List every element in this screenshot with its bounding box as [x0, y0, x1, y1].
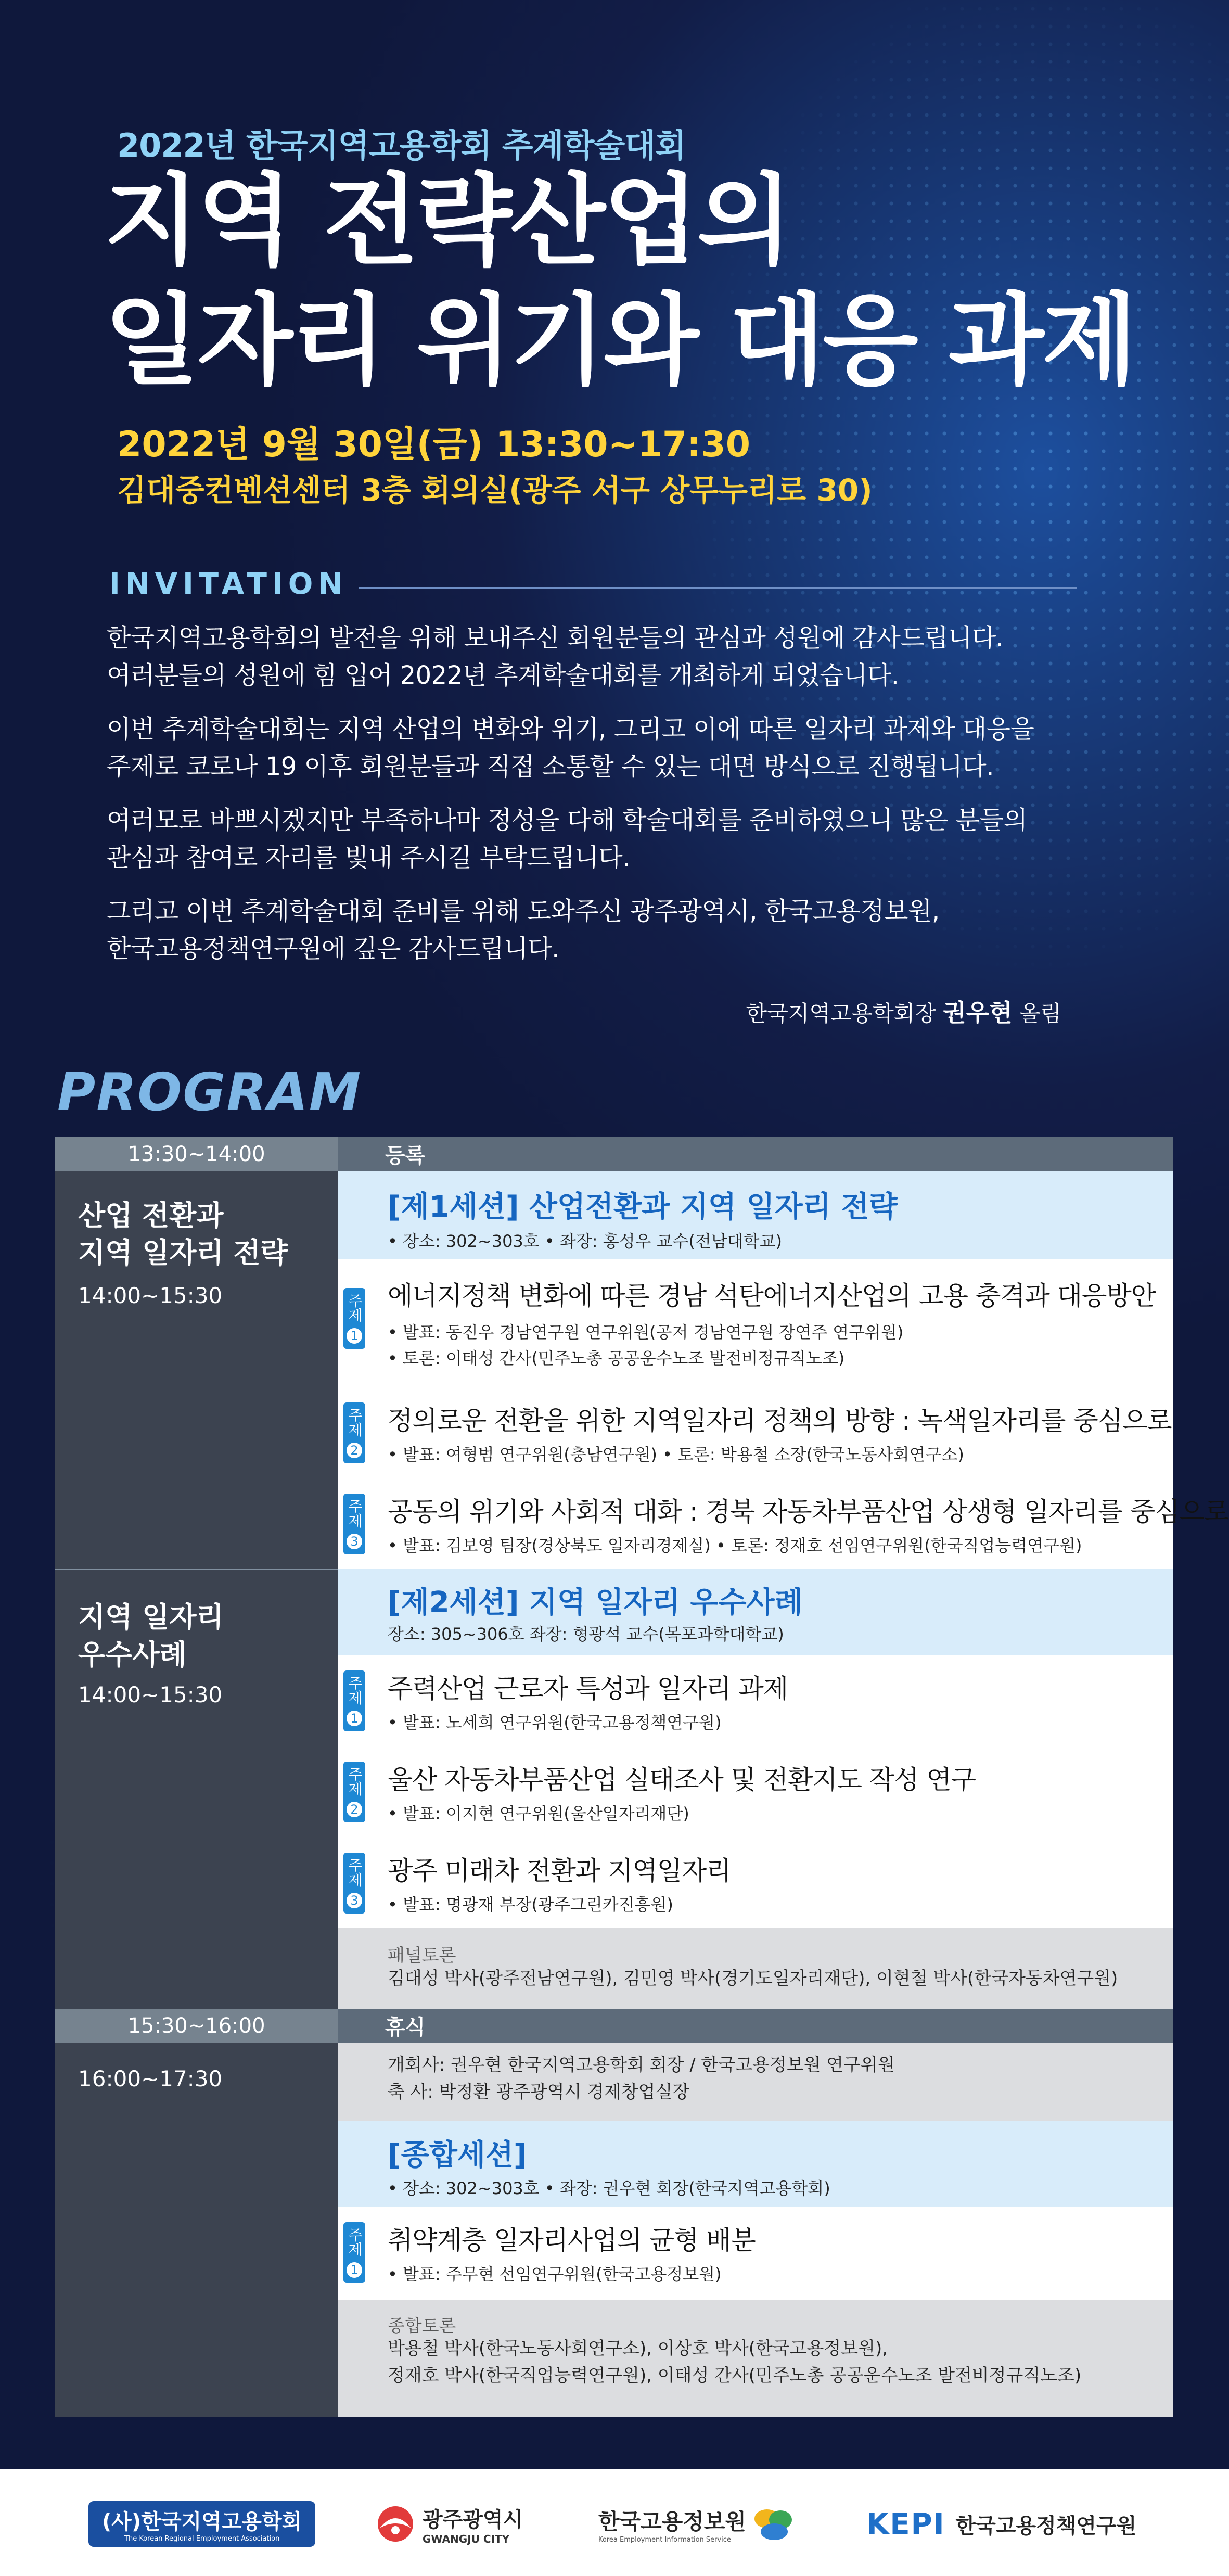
badge-number: 1 — [347, 2262, 362, 2278]
event-title-line2: 일자리 위기와 대응 과제 — [104, 283, 1135, 398]
topic-title: 정의로운 전환을 위한 지역일자리 정책의 방향 : 녹색일자리를 중심으로 — [388, 1406, 1172, 1436]
gwangju-emblem-icon — [375, 2503, 416, 2545]
topic-speakers: • 발표: 여형범 연구위원(충남연구원) • 토론: 박용철 소장(한국노동사회연구소) — [388, 1445, 964, 1464]
krea-logo-box — [88, 2501, 315, 2547]
badge-label: 주제 — [346, 1767, 363, 1796]
event-subtitle: 2022년 한국지역고용학회 추계학술대회 — [117, 126, 686, 164]
session2-info: 장소: 305~306호 좌장: 형광석 교수(목포과학대학교) — [388, 1624, 784, 1644]
session1-title: [제1세션] 산업전환과 지역 일자리 전략 — [388, 1190, 898, 1224]
kepi-logo-text: 한국고용정책연구원 — [955, 2514, 1137, 2538]
keis-logo — [598, 2501, 797, 2547]
break-time: 15:30~16:00 — [55, 2009, 338, 2043]
topic-badge — [343, 1288, 365, 1349]
topic-presenter: • 발표: 노세희 연구위원(한국고용정책연구원) — [388, 1713, 722, 1732]
badge-number: 1 — [347, 1328, 362, 1344]
block2-title — [78, 1599, 224, 1674]
topic-discussant: • 토론: 이태성 간사(민주노총 공공운수노조 발전비정규직노조) — [388, 1348, 845, 1368]
break-row — [55, 2009, 1173, 2043]
program-table — [55, 1137, 1229, 2417]
opening-block — [338, 2043, 1173, 2121]
krea-logo-subtext: The Korean Regional Employment Association — [124, 2535, 280, 2543]
topic-presenter: • 발표: 동진우 경남연구원 연구위원(공저 경남연구원 장연주 연구위원) — [388, 1322, 904, 1342]
gwangju-logo-text — [423, 2503, 523, 2545]
block3-left-cell — [55, 2043, 338, 2417]
paragraph-line: 여러모로 바쁘시겠지만 부족하나마 정성을 다해 학술대회를 준비하였으니 많은 분들의 — [107, 806, 1028, 835]
block1-time: 14:00~15:30 — [78, 1283, 223, 1308]
invitation-divider — [359, 587, 1077, 589]
session1-header — [338, 1171, 1173, 1260]
topic-title: 에너지정책 변화에 따른 경남 석탄에너지산업의 고용 충격과 대응방안 — [388, 1281, 1156, 1311]
invitation-paragraph-4 — [107, 892, 1116, 967]
keis-logo-main: 한국고용정보원 — [598, 2508, 747, 2534]
topic-speakers: • 발표: 김보영 팀장(경상북도 일자리경제실) • 토론: 정재호 선임연구위원(한국직업능력연구원) — [388, 1536, 1082, 1555]
keis-emblem-icon — [750, 2503, 797, 2545]
block2-title-line: 우수사례 — [78, 1638, 187, 1671]
topic-title: 취약계층 일자리사업의 균형 배분 — [388, 2225, 756, 2255]
opening-address: 개회사: 권우현 한국지역고용학회 회장 / 한국고용정보원 연구위원 — [388, 2055, 895, 2075]
gwangju-logo — [375, 2501, 523, 2547]
topic-card — [338, 1259, 1173, 1388]
topic-card — [338, 1387, 1173, 1479]
block3-time: 16:00~17:30 — [78, 2066, 223, 2092]
paragraph-line: 한국지역고용학회의 발전을 위해 보내주신 회원분들의 관심과 성원에 감사드립니다. — [107, 623, 1004, 653]
badge-number: 3 — [347, 1893, 362, 1908]
block2-time: 14:00~15:30 — [78, 1682, 223, 1707]
block1-title-line: 지역 일자리 전략 — [78, 1236, 288, 1269]
topic-title: 광주 미래차 전환과 지역일자리 — [388, 1856, 731, 1886]
event-venue: 김대중컨벤션센터 3층 회의실(광주 서구 상무누리로 30) — [117, 473, 873, 508]
kreа-logo — [88, 2501, 315, 2547]
session2-title: [제2세션] 지역 일자리 우수사례 — [388, 1586, 803, 1619]
topic-card — [338, 1655, 1173, 1747]
topic-badge — [343, 1670, 365, 1731]
topic-card — [338, 1478, 1229, 1570]
keis-logo-sub: Korea Employment Information Service — [598, 2535, 731, 2544]
badge-label: 주제 — [346, 2227, 363, 2256]
general-session-title: [종합세션] — [388, 2138, 527, 2172]
event-date: 2022년 9월 30일(금) 13:30~17:30 — [117, 424, 751, 465]
badge-number: 1 — [347, 1711, 362, 1726]
registration-row — [55, 1137, 1173, 1171]
general-discussion-block — [338, 2300, 1173, 2417]
congratulatory-address: 축 사: 박정환 광주광역시 경제창업실장 — [388, 2082, 690, 2102]
sign-suffix: 올림 — [1019, 1001, 1061, 1026]
invitation-signature — [746, 994, 1061, 1028]
badge-number: 2 — [347, 1443, 362, 1458]
badge-label: 주제 — [346, 1499, 363, 1528]
paragraph-line: 이번 추계학술대회는 지역 산업의 변화와 위기, 그리고 이에 따른 일자리 과제와 대응을 — [107, 715, 1034, 744]
invitation-heading: INVITATION — [109, 567, 348, 601]
invitation-paragraph-1 — [107, 619, 1116, 694]
session2-header — [338, 1569, 1173, 1656]
topic-badge — [343, 1762, 365, 1822]
invitation-paragraph-3 — [107, 801, 1116, 876]
badge-number: 3 — [347, 1534, 362, 1549]
gwangju-logo-main: 광주광역시 — [423, 2507, 523, 2532]
general-discussion-label: 종합토론 — [388, 2316, 456, 2337]
general-session-header — [338, 2121, 1173, 2208]
panel-label: 패널토론 — [388, 1945, 456, 1966]
paragraph-line: 관심과 참여로 자리를 빛내 주시길 부탁드립니다. — [107, 843, 630, 872]
gwangju-logo-sub: GWANGJU CITY — [423, 2532, 510, 2545]
badge-number: 2 — [347, 1802, 362, 1817]
registration-time: 13:30~14:00 — [55, 1137, 338, 1171]
topic-badge — [343, 1494, 365, 1554]
general-discussion-line: 정재호 박사(한국직업능력연구원), 이태성 간사(민주노총 공공운수노조 발전비정규직노조) — [388, 2365, 1082, 2386]
block2-left-cell — [55, 1569, 338, 2010]
paragraph-line: 여러분들의 성원에 힘 입어 2022년 추계학술대회를 개최하게 되었습니다. — [107, 661, 899, 690]
badge-label: 주제 — [346, 1676, 363, 1705]
block1-title-line: 산업 전환과 — [78, 1199, 224, 1232]
paragraph-line: 한국고용정책연구원에 깊은 감사드립니다. — [107, 934, 559, 963]
topic-presenter: • 발표: 이지현 연구위원(울산일자리재단) — [388, 1804, 689, 1823]
topic-presenter: • 발표: 주무현 선임연구위원(한국고용정보원) — [388, 2264, 722, 2284]
general-discussion-line: 박용철 박사(한국노동사회연구소), 이상호 박사(한국고용정보원), — [388, 2338, 888, 2359]
keis-logo-text — [598, 2505, 746, 2544]
panel-discussion-block — [338, 1928, 1173, 2009]
general-session-info: • 장소: 302~303호 • 좌장: 권우현 회장(한국지역고용학회) — [388, 2178, 830, 2198]
session1-info: • 장소: 302~303호 • 좌장: 홍성우 교수(전남대학교) — [388, 1231, 782, 1251]
krea-logo-text: (사)한국지역고용학회 — [102, 2510, 302, 2534]
sponsor-footer — [0, 2469, 1229, 2576]
topic-badge — [343, 1402, 365, 1463]
invitation-paragraph-2 — [107, 710, 1116, 785]
topic-badge — [343, 2222, 365, 2283]
topic-badge — [343, 1853, 365, 1914]
program-heading: PROGRAM — [57, 1062, 362, 1123]
registration-label: 등록 — [338, 1137, 1173, 1171]
topic-title: 울산 자동차부품산업 실태조사 및 전환지도 작성 연구 — [388, 1765, 976, 1795]
paragraph-line: 그리고 이번 추계학술대회 준비를 위해 도와주신 광주광역시, 한국고용정보원, — [107, 897, 940, 926]
topic-card — [338, 1837, 1173, 1929]
kepi-mark: KEPI — [866, 2507, 945, 2541]
block1-title — [78, 1197, 288, 1272]
break-label: 휴식 — [338, 2009, 1173, 2043]
kepi-logo — [866, 2501, 1136, 2547]
badge-label: 주제 — [346, 1858, 363, 1887]
topic-card — [338, 2207, 1173, 2301]
event-title-line1: 지역 전략산업의 — [104, 163, 790, 278]
badge-label: 주제 — [346, 1408, 363, 1437]
topic-title: 주력산업 근로자 특성과 일자리 과제 — [388, 1674, 788, 1704]
paragraph-line: 주제로 코로나 19 이후 회원분들과 직접 소통할 수 있는 대면 방식으로 진행됩니다. — [107, 752, 994, 781]
badge-label: 주제 — [346, 1293, 363, 1322]
topic-card — [338, 1746, 1173, 1838]
topic-title: 공동의 위기와 사회적 대화 : 경북 자동차부품산업 상생형 일자리를 중심으로 — [388, 1497, 1229, 1527]
sign-name: 권우현 — [943, 999, 1013, 1027]
block1-left-cell — [55, 1171, 338, 1569]
panel-members: 김대성 박사(광주전남연구원), 김민영 박사(경기도일자리재단), 이현철 박사(한국자동차연구원) — [388, 1968, 1118, 1989]
topic-presenter: • 발표: 명광재 부장(광주그린카진흥원) — [388, 1895, 673, 1915]
sign-prefix: 한국지역고용학회장 — [746, 1001, 936, 1026]
block2-title-line: 지역 일자리 — [78, 1601, 224, 1634]
